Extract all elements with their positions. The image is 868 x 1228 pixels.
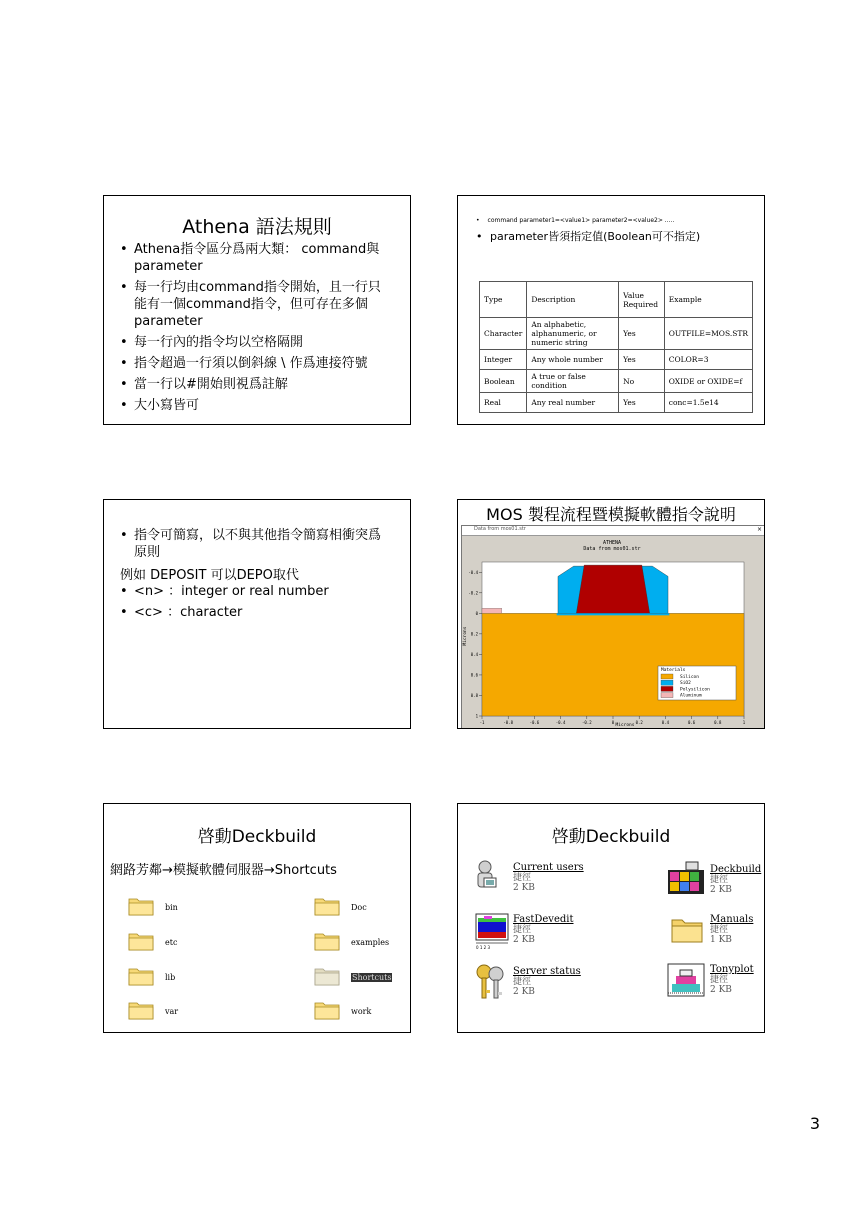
table-cell: An alphabetic, alphanumeric, or numeric string — [527, 318, 619, 350]
x-tick-label: 0.8 — [714, 720, 722, 725]
table-cell: Yes — [619, 318, 665, 350]
legend-label: SiO2 — [680, 681, 691, 687]
slide-parameter-types — [457, 195, 765, 425]
slide2-small-bullet: • command parameter1=<value1> parameter2=<value2> ..... — [476, 217, 675, 224]
shortcut-current-users[interactable] — [513, 862, 584, 893]
x-tick-label: -1 — [479, 720, 485, 725]
folder-icon[interactable] — [128, 1000, 154, 1020]
tonyplot-icon[interactable] — [666, 962, 706, 998]
folder-label: lib — [165, 973, 176, 982]
page-number: 3 — [809, 1114, 820, 1133]
slide1-bullet: • 指令超過一行須以倒斜線 \ 作爲連接符號 — [120, 355, 390, 372]
slide4-title: MOS 製程流程暨模擬軟體指令說明 — [486, 505, 736, 524]
folder-label: work — [351, 1007, 372, 1016]
svg-text:0 1 2 3: 0 1 2 3 — [476, 945, 490, 950]
table-row — [480, 350, 753, 370]
folder-label: var — [165, 1007, 179, 1016]
polysilicon-gate — [576, 565, 649, 613]
table-cell: conc=1.5e14 — [664, 393, 752, 413]
folder-label: bin — [165, 903, 178, 912]
shortcut-size: 2 KB — [513, 935, 535, 945]
y-tick-label: -0.4 — [468, 569, 478, 575]
table-header-cell: Value Required — [619, 282, 665, 318]
slide1-bullet: • Athena指令區分爲兩大類： command與parameter — [120, 241, 390, 275]
y-tick-label: -0.2 — [468, 590, 478, 596]
users-icon[interactable] — [472, 858, 506, 894]
legend-swatch — [661, 674, 673, 679]
plot-area — [468, 562, 745, 725]
slide1-title: Athena 語法規則 — [182, 216, 332, 238]
plot-title: ATHENA — [602, 540, 622, 546]
shortcut-type: 捷徑 — [513, 925, 532, 935]
y-tick-label: 0.2 — [470, 631, 478, 637]
window-titlebar — [462, 526, 764, 536]
plot-subtitle: Data from mos01.str — [583, 546, 641, 552]
shortcut-fastdevedit[interactable] — [513, 914, 574, 945]
folder-icon[interactable] — [314, 1000, 340, 1020]
slide3-example: 例如 DEPOSIT 可以DEPO取代 — [120, 568, 299, 583]
folder-label: examples — [351, 938, 390, 947]
table-cell: Any whole number — [527, 350, 619, 370]
shortcut-name: Deckbuild — [710, 864, 762, 875]
legend-label: Silicon — [680, 675, 699, 680]
table-cell: Yes — [619, 393, 665, 413]
shortcut-size: 2 KB — [710, 985, 732, 995]
legend-swatch — [661, 680, 673, 685]
x-tick-label: -0.2 — [581, 720, 592, 725]
shortcut-type: 捷徑 — [710, 975, 729, 985]
deckbuild-icon[interactable] — [666, 860, 706, 896]
shortcut-manuals[interactable] — [710, 914, 753, 945]
folder-icon[interactable] — [128, 966, 154, 986]
folder-icon[interactable] — [314, 896, 340, 916]
shortcut-name: FastDevedit — [513, 914, 574, 925]
y-axis-label: Microns — [463, 626, 468, 646]
slide1-bullet: • 每一行均由command指令開始，且一行只能有一個command指令，但可存在多個parameter — [120, 279, 390, 330]
table-header-cell: Example — [664, 282, 752, 318]
folder-label: Shortcuts — [352, 973, 392, 982]
table-cell: OXIDE or OXIDE=f — [664, 370, 752, 393]
fastdevedit-icon[interactable] — [472, 910, 510, 950]
manuals-folder-icon[interactable] — [670, 914, 704, 944]
legend-title: Materials — [661, 668, 686, 673]
shortcut-type: 捷徑 — [513, 873, 532, 883]
shortcut-size: 2 KB — [710, 885, 732, 895]
shortcut-name: Tonyplot — [710, 964, 754, 975]
x-tick-label: -0.8 — [503, 720, 514, 725]
table-header-cell: Type — [480, 282, 527, 318]
slide1-bullet: • 當一行以#開始則視爲註解 — [120, 376, 390, 393]
y-tick-label: 0.4 — [470, 651, 478, 657]
slide-deckbuild-path — [103, 803, 411, 1033]
slide1-bullet: • 大小寫皆可 — [120, 397, 390, 414]
table-row — [480, 393, 753, 413]
slide3-bullet-list-b — [120, 583, 390, 625]
slide3-bullet: • <c> ：character — [120, 604, 390, 621]
table-header-cell: Description — [527, 282, 619, 318]
slide-athena-syntax — [103, 195, 411, 425]
y-tick-label: 0.8 — [470, 692, 478, 698]
x-axis-label: Microns — [615, 723, 635, 728]
folder-icon[interactable] — [314, 931, 340, 951]
window-title: Data from mos01.str — [474, 526, 526, 532]
slide-abbreviation — [103, 499, 411, 729]
shortcut-server-status[interactable] — [513, 966, 581, 997]
parameter-type-table — [479, 281, 753, 413]
table-header-row — [480, 282, 753, 318]
shortcut-tonyplot[interactable] — [710, 964, 754, 995]
folder-label: Doc — [351, 903, 367, 912]
slide2-bullet: • parameter皆須指定值(Boolean可不指定) — [476, 228, 756, 245]
table-cell: Real — [480, 393, 527, 413]
folder-icon[interactable] — [128, 896, 154, 916]
slide1-bullets — [120, 241, 390, 418]
slide5-path: 網路芳鄰→模擬軟體伺服器→Shortcuts — [110, 863, 337, 878]
shortcut-type: 捷徑 — [710, 925, 729, 935]
table-cell: Yes — [619, 350, 665, 370]
athena-cross-section-chart — [462, 536, 762, 729]
slide3-bullet: • 指令可簡寫，以不與其他指令簡寫相衝突爲原則 — [120, 527, 390, 561]
table-cell: A true or false condition — [527, 370, 619, 393]
close-icon[interactable]: × — [756, 526, 762, 533]
legend-swatch — [661, 686, 673, 691]
slide2-bullets — [476, 228, 756, 249]
table-row — [480, 370, 753, 393]
legend-label: Aluminum — [680, 693, 702, 699]
x-tick-label: -0.6 — [529, 720, 540, 725]
slide5-title: 啓動Deckbuild — [197, 827, 317, 847]
shortcut-name: Manuals — [710, 914, 754, 925]
shortcut-name: Current users — [513, 862, 584, 873]
slide6-title: 啓動Deckbuild — [551, 827, 671, 847]
folder-icon[interactable] — [128, 931, 154, 951]
shortcut-size: 2 KB — [513, 883, 535, 893]
y-tick-label: 0.6 — [470, 672, 478, 678]
gate-oxide — [557, 613, 670, 615]
shortcut-size: 1 KB — [710, 935, 732, 945]
slide-mos-process — [457, 499, 765, 729]
table-cell: Boolean — [480, 370, 527, 393]
keys-icon[interactable] — [472, 962, 510, 1002]
slide-deckbuild-shortcuts — [457, 803, 765, 1033]
shortcut-type: 捷徑 — [513, 977, 532, 987]
y-tick-label: 0 — [475, 610, 478, 616]
shortcut-type: 捷徑 — [710, 875, 729, 885]
table-cell: OUTFILE=MOS.STR — [664, 318, 752, 350]
y-tick-label: 1 — [475, 713, 478, 719]
folder-label: etc — [165, 938, 178, 947]
table-cell: COLOR=3 — [664, 350, 752, 370]
slide1-bullet: • 每一行內的指令均以空格隔開 — [120, 334, 390, 351]
x-tick-label: 1 — [742, 720, 746, 725]
x-tick-label: 0.4 — [661, 720, 670, 725]
table-cell: No — [619, 370, 665, 393]
tonyplot-window — [461, 525, 765, 729]
legend-label: Polysilicon — [680, 687, 710, 693]
legend-swatch — [661, 693, 673, 698]
table-row — [480, 318, 753, 350]
x-tick-label: 0 — [611, 720, 615, 725]
shortcut-deckbuild[interactable] — [710, 864, 761, 895]
folder-icon[interactable] — [314, 966, 340, 986]
slide3-bullet: • <n> ：integer or real number — [120, 583, 390, 600]
silicon-region — [482, 613, 744, 716]
table-cell: Integer — [480, 350, 527, 370]
legend — [658, 666, 736, 700]
x-tick-label: -0.4 — [555, 720, 566, 725]
shortcut-size: 2 KB — [513, 987, 535, 997]
aluminum-left — [482, 608, 502, 613]
x-tick-label: 0.6 — [687, 720, 696, 725]
table-cell: Character — [480, 318, 527, 350]
slide3-bullet-list-a — [120, 527, 390, 565]
table-cell: Any real number — [527, 393, 619, 413]
x-tick-label: 0.2 — [635, 720, 643, 725]
shortcut-name: Server status — [513, 966, 581, 977]
